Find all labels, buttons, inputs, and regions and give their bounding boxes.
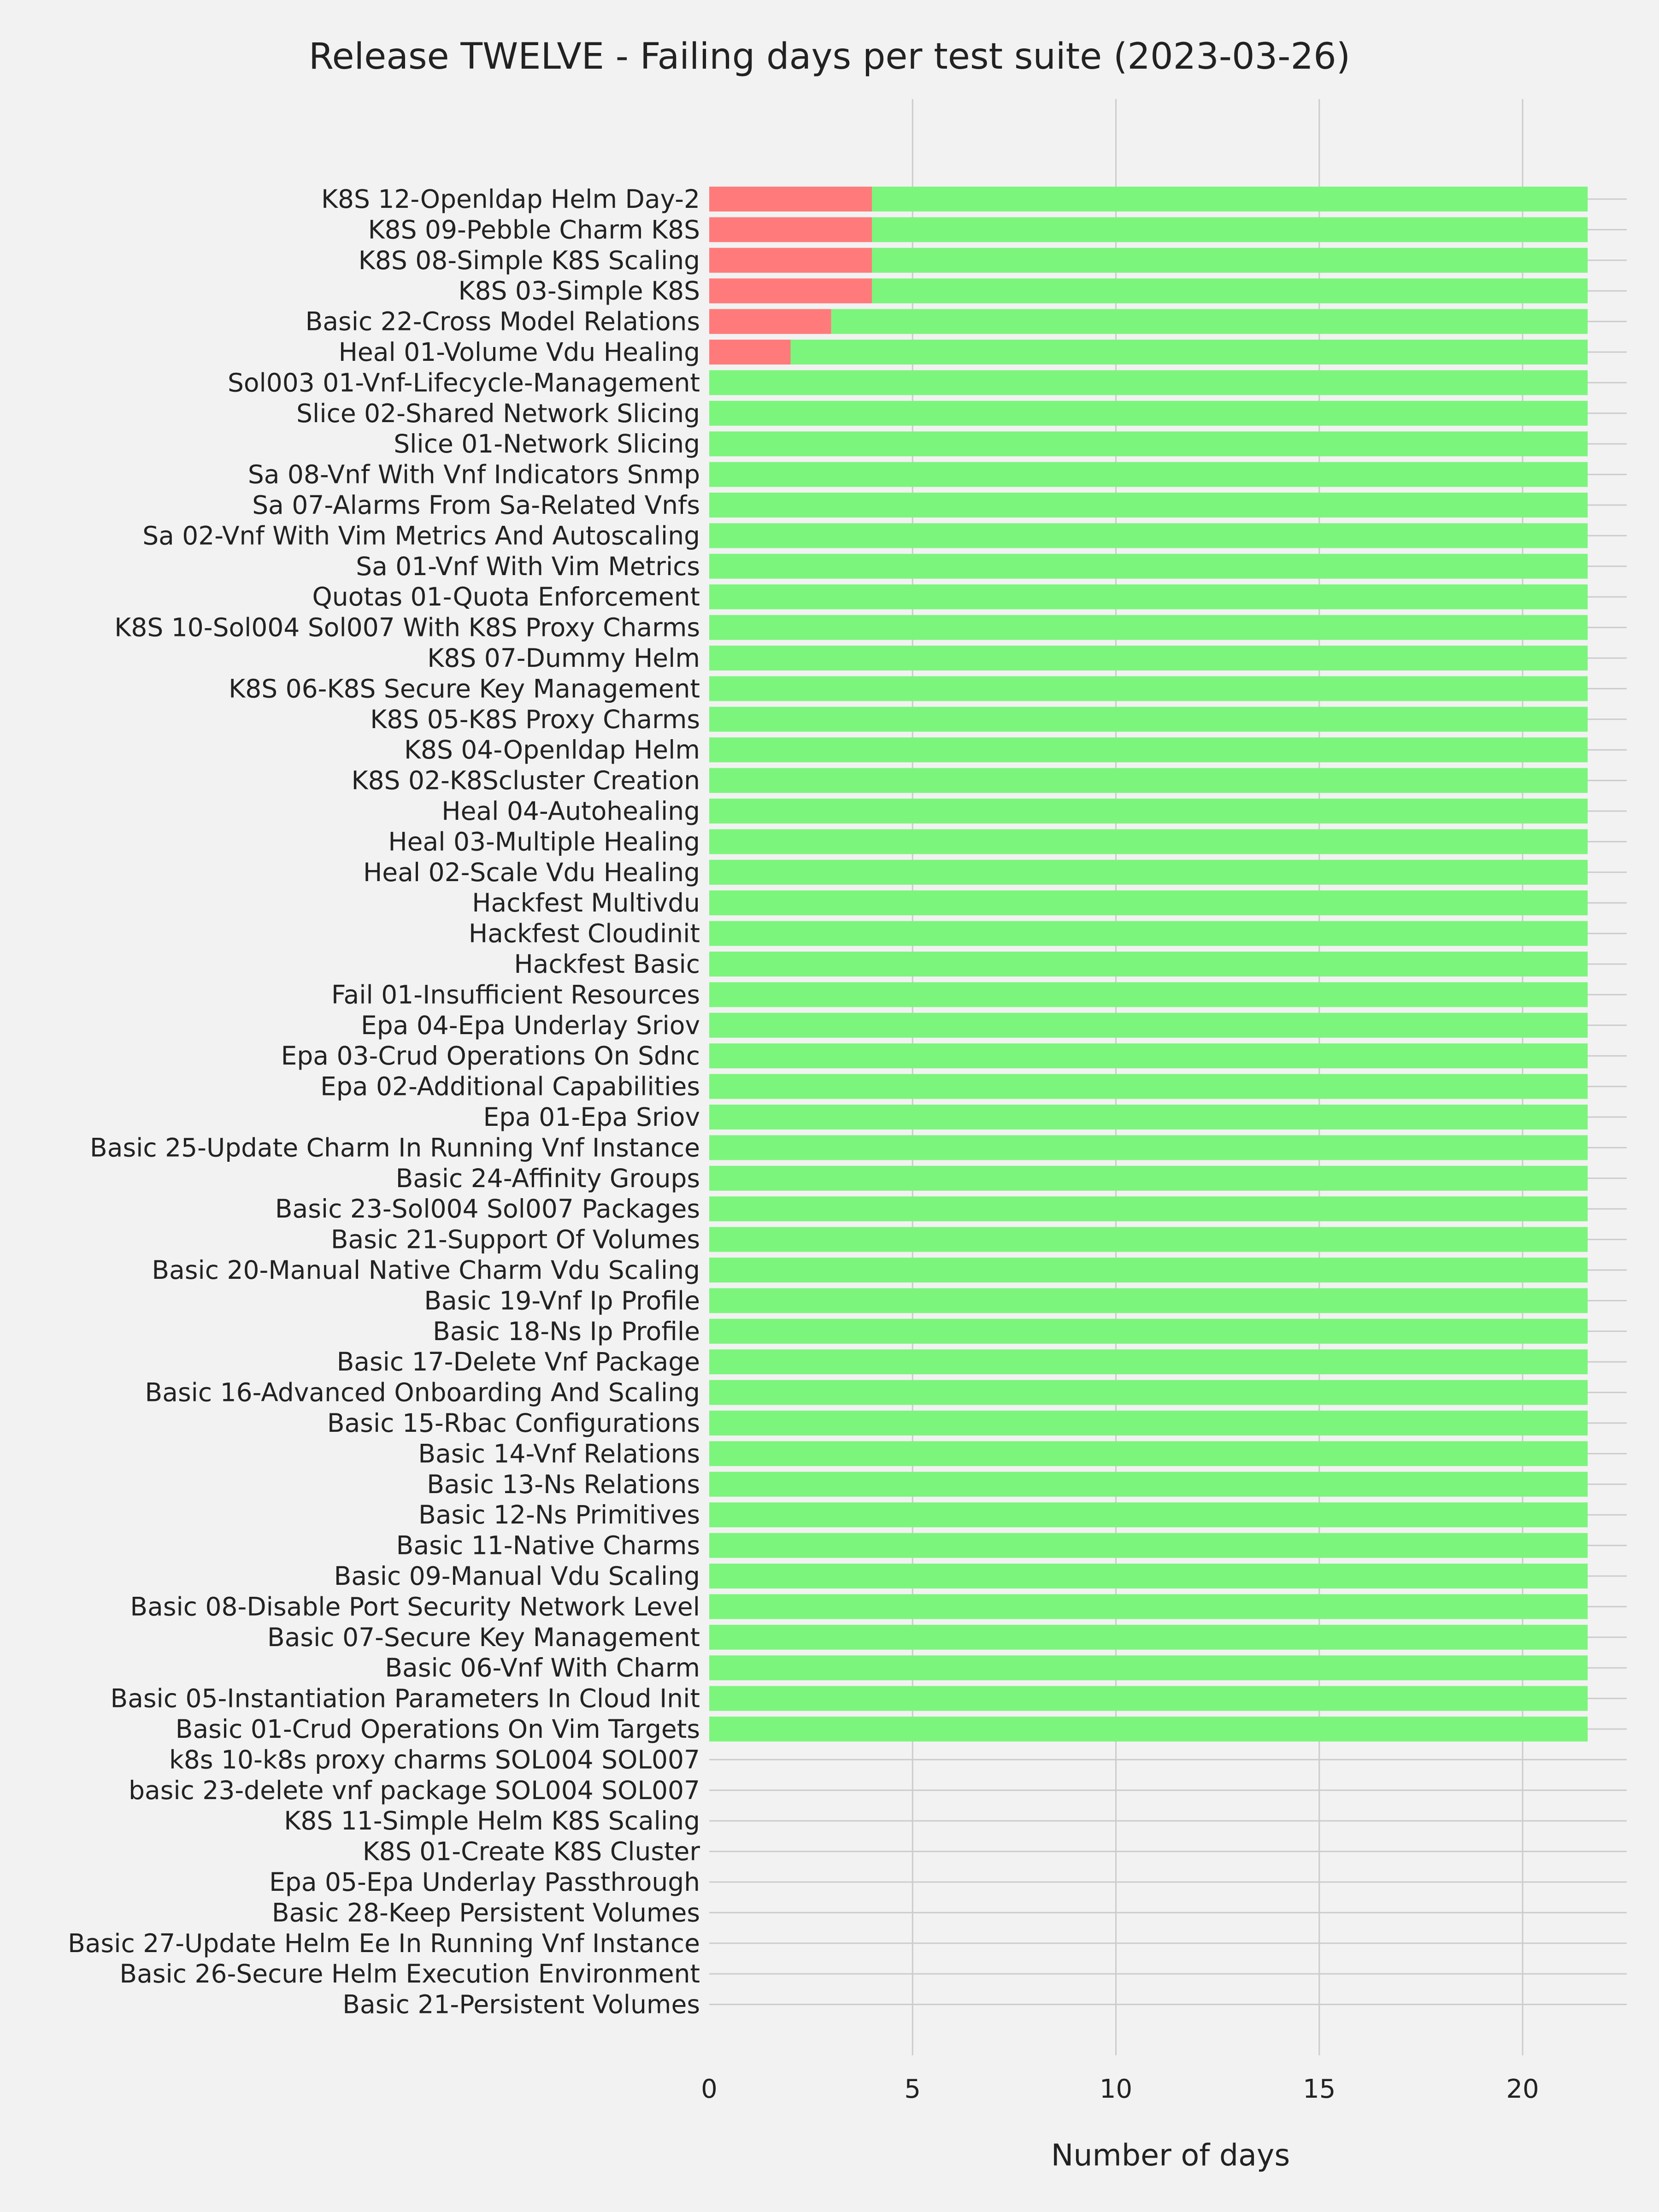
y-tick-label: Basic 14-Vnf Relations	[418, 1439, 700, 1469]
bar-remaining-days	[709, 768, 1588, 793]
y-tick-label: Basic 05-Instantiation Parameters In Cloud Init	[110, 1683, 700, 1713]
bar-remaining-days	[709, 584, 1588, 609]
y-tick-label: Basic 21-Persistent Volumes	[342, 1989, 700, 2019]
bar-remaining-days	[709, 1564, 1588, 1588]
bar-remaining-days	[709, 523, 1588, 548]
bar-remaining-days	[709, 1227, 1588, 1252]
y-tick-label: K8S 10-Sol004 Sol007 With K8S Proxy Charms	[114, 612, 700, 642]
bar-remaining-days	[709, 737, 1588, 762]
bar-remaining-days	[872, 278, 1588, 303]
bar-remaining-days	[709, 799, 1588, 824]
bar-failing-days	[709, 278, 872, 303]
y-tick-label: K8S 07-Dummy Helm	[427, 643, 700, 673]
y-tick-label: Basic 27-Update Helm Ee In Running Vnf Instance	[68, 1928, 700, 1958]
bar-failing-days	[709, 187, 872, 212]
y-tick-label: Sa 01-Vnf With Vim Metrics	[356, 551, 700, 581]
y-tick-label: Basic 12-Ns Primitives	[418, 1500, 700, 1530]
bars-layer	[709, 187, 1588, 1741]
y-tick-label: K8S 03-Simple K8S	[458, 276, 700, 306]
y-tick-label: Epa 03-Crud Operations On Sdnc	[281, 1041, 700, 1071]
bar-remaining-days	[709, 554, 1588, 579]
bar-remaining-days	[709, 1349, 1588, 1374]
bar-remaining-days	[872, 217, 1588, 242]
y-tick-label: Basic 08-Disable Port Security Network Level	[130, 1592, 700, 1622]
y-tick-label: Basic 16-Advanced Onboarding And Scaling	[145, 1377, 700, 1407]
y-tick-label: Hackfest Cloudinit	[468, 918, 700, 948]
y-tick-label: K8S 05-K8S Proxy Charms	[370, 704, 700, 734]
y-tick-label: Basic 22-Cross Model Relations	[305, 306, 700, 336]
y-tick-label: K8S 09-Pebble Charm K8S	[368, 215, 700, 245]
bar-remaining-days	[709, 921, 1588, 946]
bar-remaining-days	[709, 1105, 1588, 1130]
y-tick-label: Slice 02-Shared Network Slicing	[296, 398, 700, 428]
bar-remaining-days	[709, 982, 1588, 1007]
y-tick-label: Heal 04-Autohealing	[441, 796, 700, 826]
y-tick-label: Basic 09-Manual Vdu Scaling	[334, 1561, 700, 1591]
y-tick-label: Basic 06-Vnf With Charm	[385, 1653, 700, 1683]
y-tick-label: Sa 07-Alarms From Sa-Related Vnfs	[252, 490, 700, 520]
bar-failing-days	[709, 340, 791, 365]
bar-remaining-days	[709, 1380, 1588, 1405]
bar-remaining-days	[709, 1472, 1588, 1497]
bar-remaining-days	[709, 1411, 1588, 1435]
y-tick-label: K8S 11-Simple Helm K8S Scaling	[284, 1806, 700, 1836]
y-tick-label: K8S 12-Openldap Helm Day-2	[321, 184, 700, 214]
bar-remaining-days	[709, 1594, 1588, 1619]
x-tick-label: 15	[1303, 2074, 1336, 2104]
bar-remaining-days	[709, 676, 1588, 701]
y-tick-label: Basic 11-Native Charms	[396, 1530, 700, 1560]
bar-failing-days	[709, 309, 831, 334]
y-tick-label: Epa 01-Epa Sriov	[483, 1102, 700, 1132]
bar-remaining-days	[709, 890, 1588, 915]
y-tick-label: Sa 02-Vnf With Vim Metrics And Autoscaling	[142, 521, 700, 551]
bar-remaining-days	[709, 1135, 1588, 1160]
y-tick-label: Epa 02-Additional Capabilities	[320, 1071, 700, 1101]
bar-remaining-days	[709, 370, 1588, 395]
x-tick-label: 5	[904, 2074, 921, 2104]
y-tick-label: K8S 08-Simple K8S Scaling	[358, 245, 700, 275]
bar-remaining-days	[709, 860, 1588, 885]
bar-remaining-days	[709, 431, 1588, 456]
bar-remaining-days	[709, 707, 1588, 732]
x-tick-labels	[701, 2074, 1539, 2104]
bar-remaining-days	[709, 952, 1588, 977]
bar-remaining-days	[709, 1441, 1588, 1466]
bar-remaining-days	[831, 309, 1588, 334]
bar-remaining-days	[709, 401, 1588, 426]
bar-remaining-days	[709, 615, 1588, 640]
y-tick-label: Basic 01-Crud Operations On Vim Targets	[175, 1714, 700, 1744]
bar-failing-days	[709, 248, 872, 273]
bar-remaining-days	[709, 1655, 1588, 1680]
bar-remaining-days	[709, 462, 1588, 487]
bar-remaining-days	[709, 646, 1588, 671]
bar-remaining-days	[709, 1166, 1588, 1191]
y-tick-label: Basic 20-Manual Native Charm Vdu Scaling	[152, 1255, 700, 1285]
y-tick-label: Fail 01-Insufficient Resources	[331, 980, 700, 1010]
y-tick-label: Slice 01-Network Slicing	[394, 429, 700, 459]
bar-remaining-days	[709, 1533, 1588, 1558]
x-tick-label: 10	[1099, 2074, 1133, 2104]
y-tick-label: Basic 26-Secure Helm Execution Environment	[119, 1959, 700, 1989]
y-tick-label: Basic 25-Update Charm In Running Vnf Instance	[90, 1133, 700, 1163]
y-tick-label: K8S 02-K8Scluster Creation	[351, 765, 700, 795]
y-tick-label: Heal 02-Scale Vdu Healing	[363, 857, 700, 887]
bar-remaining-days	[709, 493, 1588, 518]
y-tick-label: K8S 04-Openldap Helm	[404, 735, 700, 765]
y-tick-label: Epa 05-Epa Underlay Passthrough	[269, 1867, 700, 1897]
y-tick-label: Basic 23-Sol004 Sol007 Packages	[275, 1194, 700, 1224]
bar-remaining-days	[709, 829, 1588, 854]
bar-remaining-days	[709, 1043, 1588, 1068]
y-tick-label: Sa 08-Vnf With Vnf Indicators Snmp	[247, 459, 700, 489]
y-tick-label: Basic 18-Ns Ip Profile	[433, 1316, 700, 1346]
y-tick-label: Basic 07-Secure Key Management	[267, 1622, 700, 1652]
y-tick-label: Basic 17-Delete Vnf Package	[336, 1347, 700, 1377]
bar-failing-days	[709, 217, 872, 242]
chart-title: Release TWELVE - Failing days per test suite (2023-03-26)	[308, 36, 1351, 77]
bar-remaining-days	[709, 1625, 1588, 1650]
y-tick-label: Basic 21-Support Of Volumes	[330, 1224, 700, 1254]
y-tick-label: basic 23-delete vnf package SOL004 SOL007	[129, 1775, 700, 1805]
y-tick-label: Quotas 01-Quota Enforcement	[312, 582, 700, 612]
bar-remaining-days	[872, 187, 1588, 212]
y-tick-label: K8S 06-K8S Secure Key Management	[229, 674, 700, 704]
bar-remaining-days	[872, 248, 1588, 273]
bar-remaining-days	[709, 1502, 1588, 1527]
y-tick-label: Basic 13-Ns Relations	[427, 1469, 700, 1499]
bar-remaining-days	[709, 1258, 1588, 1282]
bar-remaining-days	[709, 1013, 1588, 1038]
y-tick-label: Hackfest Multivdu	[472, 888, 700, 918]
bar-remaining-days	[709, 1686, 1588, 1711]
y-tick-labels	[68, 184, 700, 2019]
y-tick-label: Basic 24-Affinity Groups	[395, 1163, 700, 1193]
x-tick-label: 20	[1506, 2074, 1539, 2104]
bar-remaining-days	[709, 1288, 1588, 1313]
bar-remaining-days	[709, 1074, 1588, 1099]
bar-remaining-days	[709, 1717, 1588, 1741]
bar-remaining-days	[709, 1319, 1588, 1344]
y-tick-label: Basic 15-Rbac Configurations	[327, 1408, 700, 1438]
bar-remaining-days	[791, 340, 1588, 365]
y-tick-label: Epa 04-Epa Underlay Sriov	[360, 1010, 700, 1040]
y-tick-label: Heal 01-Volume Vdu Healing	[338, 337, 700, 367]
y-tick-label: Heal 03-Multiple Healing	[388, 827, 700, 857]
y-tick-label: K8S 01-Create K8S Cluster	[362, 1836, 700, 1866]
x-tick-label: 0	[701, 2074, 718, 2104]
bar-remaining-days	[709, 1196, 1588, 1221]
y-tick-label: k8s 10-k8s proxy charms SOL004 SOL007	[169, 1745, 700, 1775]
y-tick-label: Basic 28-Keep Persistent Volumes	[271, 1898, 700, 1928]
y-tick-label: Basic 19-Vnf Ip Profile	[424, 1286, 700, 1316]
x-axis-label: Number of days	[1051, 2138, 1290, 2173]
y-tick-label: Sol003 01-Vnf-Lifecycle-Management	[227, 368, 700, 398]
y-tick-label: Hackfest Basic	[514, 949, 700, 979]
